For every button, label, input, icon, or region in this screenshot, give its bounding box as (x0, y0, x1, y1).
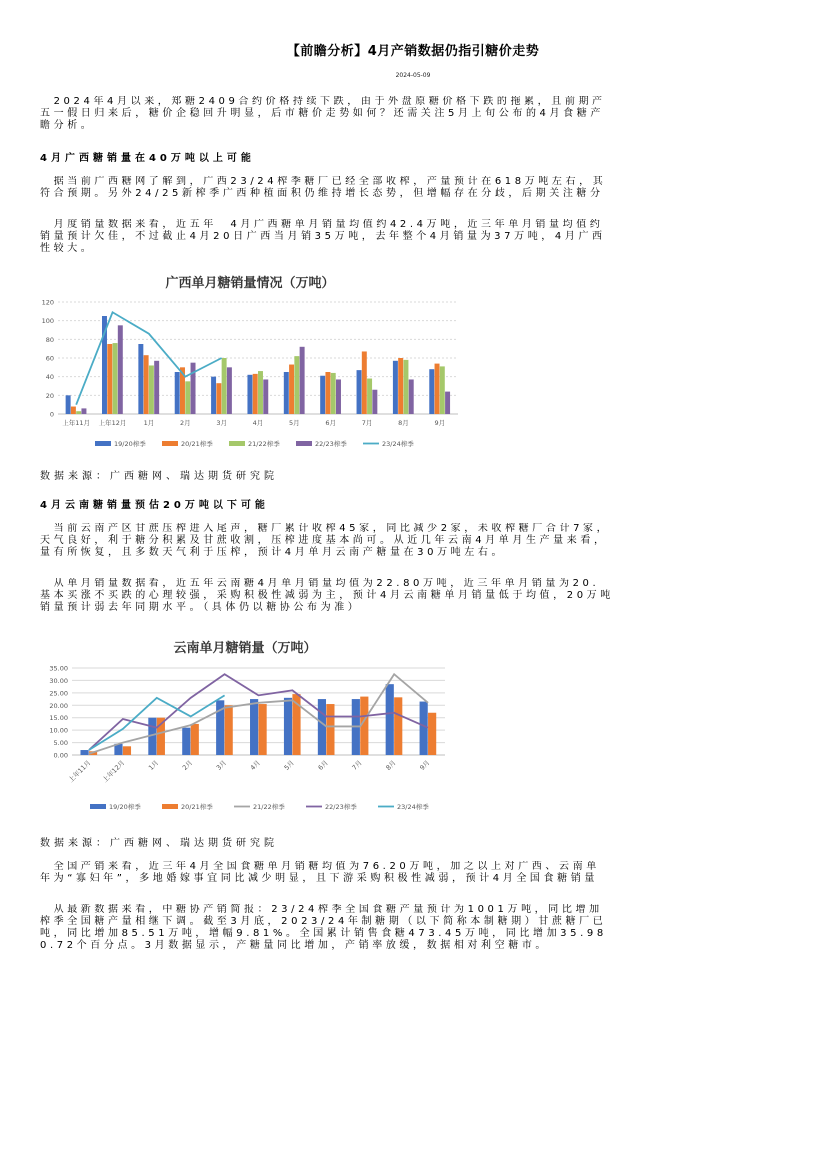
legend-swatch (229, 441, 245, 446)
bar (393, 361, 398, 414)
guangxi-paragraph-2: 月度销量数据来看，近五年 4月广西糖单月销量均值约42.4万吨，近三年单月销量均值约 销量预计欠佳，不过截止4月20日广西当月销35万吨，去年整个4月销量为37万吨，4月广西 性较大。 (40, 219, 606, 254)
x-tick-label: 上年12月 (100, 758, 127, 785)
x-tick-label: 9月 (434, 419, 446, 427)
x-tick-label: 上年12月 (98, 419, 127, 427)
section-heading-guangxi: 4月广西糖销量在40万吨以上可能 (40, 153, 255, 164)
bar (118, 325, 123, 414)
legend-label: 20/21榨季 (181, 440, 213, 448)
data-source-2: 数据来源：广西糖网、瑞达期货研究院 (40, 838, 278, 849)
bar (247, 375, 252, 414)
legend-label: 23/24榨季 (382, 440, 414, 448)
y-tick-label: 60 (45, 354, 54, 363)
y-tick-label: 0.00 (53, 751, 68, 760)
bar (185, 381, 190, 414)
section-heading-yunnan: 4月云南糖销量预估20万吨以下可能 (40, 500, 269, 511)
legend-swatch (296, 441, 312, 446)
yunnan-paragraph-2: 从单月销量数据看，近五年云南糖4月单月销量均值为22.80万吨，近三年单月销量为20. 基本买涨不买跌的心理较强，采购积极性减弱为主，预计4月云南糖单月销量低于均值，20万吨 销量预计弱去年同期水平。（具体仍以糖协公布为准） (40, 578, 614, 613)
y-tick-label: 80 (45, 335, 54, 344)
y-tick-label: 30.00 (49, 676, 68, 685)
intro-paragraph: 2024年4月以来，郑糖2409合约价格持续下跌，由于外盘原糖价格下跌的拖累，且前期产 五一假日归来后，糖价企稳回升明显，后市糖价走势如何？还需关注5月上旬公布的4月食糖产 瞻分析。 (40, 96, 606, 131)
y-tick-label: 15.00 (49, 714, 68, 723)
x-tick-label: 2月 (180, 758, 195, 772)
bar (259, 704, 267, 755)
bar (250, 699, 258, 755)
legend-label: 21/22榨季 (248, 440, 280, 448)
bar (445, 392, 450, 414)
bar (107, 344, 112, 414)
legend-label: 20/21榨季 (181, 803, 213, 811)
bar (394, 697, 402, 755)
bar (216, 383, 221, 414)
x-tick-label: 4月 (248, 758, 262, 772)
bar (398, 358, 403, 414)
bar (409, 379, 414, 414)
yunnan-paragraph-1: 当前云南产区甘蔗压榨进入尾声，糖厂累计收榨45家，同比减少2家，未收榨糖厂合计7家， 天气良好，利于糖分积累及甘蔗收割，压榨进度基本尚可。从近几年云南4月单月生产量来看， 量有所恢复，且多数天气利于压榨，预计4月单月云南产糖量在30万吨左右。 (40, 523, 611, 558)
bar (420, 702, 428, 755)
legend-swatch (162, 804, 178, 809)
bar (357, 370, 362, 414)
guangxi-paragraph-1: 据当前广西糖网了解到，广西23/24榨季糖厂已经全部收榨，产量预计在618万吨左右，其 符合预期。另外24/25新榨季广西种植面积仍维持增长态势，但增幅存在分歧，后期关注糖分 (40, 176, 607, 199)
bar (258, 371, 263, 414)
legend-swatch (162, 441, 178, 446)
x-tick-label: 5月 (282, 758, 296, 772)
legend-label: 19/20榨季 (109, 803, 141, 811)
bar (326, 704, 334, 755)
bar (263, 379, 268, 414)
bar (225, 705, 233, 755)
chart-title: 云南单月糖销量（万吨） (173, 641, 317, 656)
bar (149, 365, 154, 414)
x-tick-label: 6月 (325, 419, 337, 427)
x-tick-label: 3月 (214, 758, 229, 772)
bar (191, 363, 196, 414)
y-tick-label: 35.00 (49, 664, 68, 673)
legend-label: 23/24榨季 (397, 803, 429, 811)
legend-label: 22/23榨季 (315, 440, 347, 448)
bar (362, 351, 367, 414)
bar (325, 372, 330, 414)
x-tick-label: 8月 (384, 758, 398, 772)
bar (331, 373, 336, 414)
bar (80, 750, 88, 755)
x-tick-label: 2月 (179, 419, 191, 427)
bar (253, 374, 258, 414)
data-source-1: 数据来源：广西糖网、瑞达期货研究院 (40, 471, 278, 482)
bar (227, 367, 232, 414)
legend-label: 19/20榨季 (114, 440, 146, 448)
bar (320, 376, 325, 414)
bar (386, 684, 394, 755)
y-tick-label: 25.00 (49, 689, 68, 698)
legend-label: 22/23榨季 (325, 803, 357, 811)
yunnan-sales-chart (40, 633, 460, 823)
bar (435, 364, 440, 414)
x-tick-label: 上年11月 (67, 758, 93, 785)
bar (318, 699, 326, 755)
bar (284, 372, 289, 414)
bar (289, 365, 294, 414)
bar (428, 713, 436, 755)
y-tick-label: 100 (41, 317, 54, 326)
bar (123, 746, 131, 755)
bar (66, 395, 71, 414)
bar (191, 724, 199, 755)
legend-swatch (90, 804, 106, 809)
national-paragraph-1: 全国产销来看，近三年4月全国食糖单月销糖均值为76.20万吨，加之以上对广西、云南单 年为“寡妇年”，多地婚嫁事宜同比减少明显，且下游采购积极性减弱，预计4月全国食糖销量 (40, 861, 600, 884)
bar (367, 379, 372, 414)
x-tick-label: 1月 (147, 758, 161, 772)
bar (300, 347, 305, 414)
bar (211, 377, 216, 414)
bar (336, 379, 341, 414)
legend-swatch (95, 441, 111, 446)
y-tick-label: 10.00 (49, 726, 68, 735)
y-tick-label: 40 (45, 373, 54, 382)
bar (372, 390, 377, 414)
legend-label: 21/22榨季 (253, 803, 285, 811)
y-tick-label: 0 (49, 410, 54, 419)
guangxi-sales-chart (40, 262, 470, 457)
x-tick-label: 7月 (350, 758, 364, 772)
bar (429, 369, 434, 414)
bar (81, 408, 86, 414)
bar (138, 344, 143, 414)
y-tick-label: 120 (41, 298, 54, 307)
bar (175, 372, 180, 414)
publish-date: 2024-05-09 (395, 72, 431, 79)
x-tick-label: 5月 (289, 419, 300, 427)
bar (294, 356, 299, 414)
page-title: 【前瞻分析】4月产销数据仍指引糖价走势 (286, 44, 540, 59)
chart-title: 广西单月糖销量情况（万吨） (165, 276, 335, 291)
bar (154, 361, 159, 414)
y-tick-label: 20 (45, 391, 54, 400)
y-tick-label: 5.00 (53, 739, 68, 748)
x-tick-label: 4月 (252, 419, 264, 427)
x-tick-label: 3月 (216, 419, 227, 427)
x-tick-label: 7月 (361, 419, 373, 427)
national-paragraph-2: 从最新数据来看，中糖协产销简报：23/24榨季全国食糖产量预计为1001万吨，同比增加 榨季全国糖产量相继下调。截至3月底，2023/24年制糖期（以下简称本制糖期）甘蔗糖厂已 吨，同比增加85.51万吨，增幅9.81%。全国累计销售食糖473.45万吨，同比增加35.98 0.72个百分点。3月数据显示，产糖量同比增加，产销率放缓，数据相对利空糖市。 (40, 904, 607, 951)
bar (76, 411, 81, 414)
x-tick-label: 6月 (316, 758, 330, 772)
bar (182, 728, 190, 755)
y-tick-label: 20.00 (49, 701, 68, 710)
x-tick-label: 9月 (418, 758, 432, 772)
bar (144, 355, 149, 414)
x-tick-label: 1月 (143, 419, 155, 427)
bar (440, 366, 445, 414)
bar (403, 360, 408, 414)
bar (71, 407, 76, 414)
bar (284, 698, 292, 755)
bar (113, 343, 118, 414)
x-tick-label: 上年11月 (62, 419, 91, 427)
x-tick-label: 8月 (398, 419, 409, 427)
bar (222, 358, 227, 414)
